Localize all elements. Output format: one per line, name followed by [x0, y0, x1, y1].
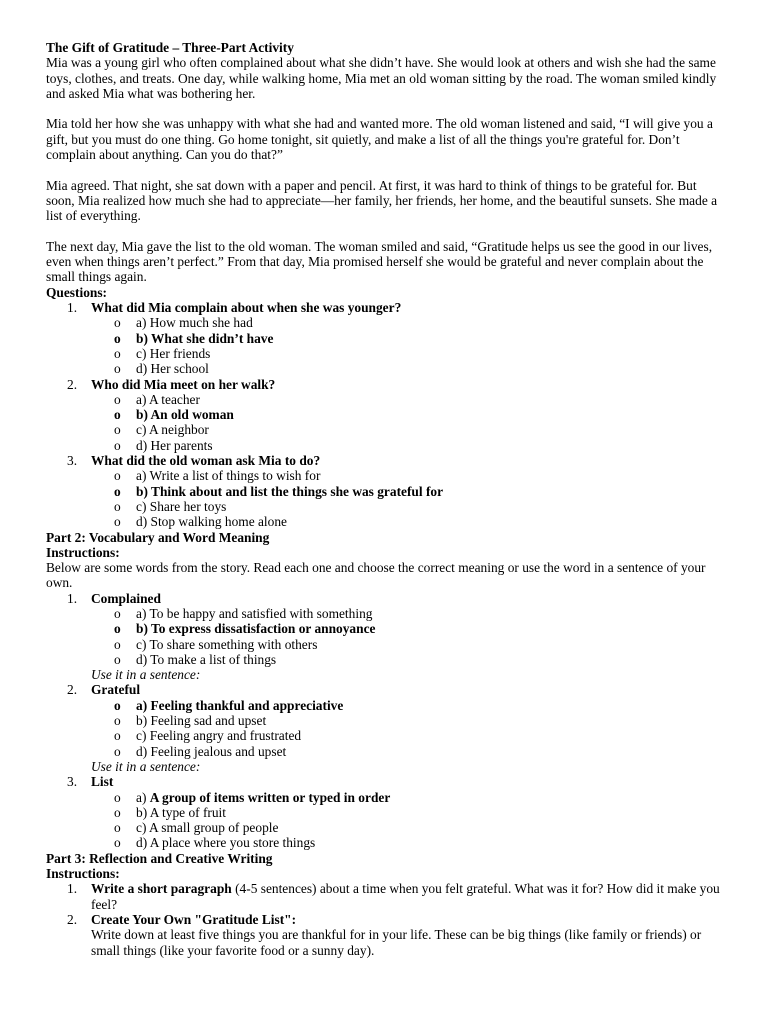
option-item	[91, 835, 724, 850]
option-item	[91, 422, 724, 437]
option-item	[91, 820, 724, 835]
option-item	[91, 468, 724, 483]
vocabulary-item	[46, 774, 724, 850]
bullet-icon: o	[114, 345, 121, 361]
option-text: c) To share something with others	[136, 636, 318, 652]
option-text-correct	[136, 790, 390, 805]
questions-heading: Questions:	[46, 284, 108, 300]
vocabulary-word: List	[91, 774, 114, 790]
bullet-icon: o	[114, 391, 121, 407]
bullet-icon: o	[114, 514, 121, 530]
option-letter: a)	[136, 789, 150, 805]
story	[46, 55, 724, 284]
question-number: 2.	[67, 376, 78, 392]
option-text: a) Write a list of things to wish for	[136, 468, 321, 484]
option-item	[91, 438, 724, 453]
option-definition: A group of items written or typed in order	[149, 789, 391, 805]
option-text-correct: b) What she didn’t have	[136, 330, 274, 346]
bullet-icon: o	[114, 437, 121, 453]
option-item-correct	[91, 407, 724, 422]
vocabulary-number: 2.	[67, 682, 78, 698]
option-item	[91, 805, 724, 820]
story-paragraph: Mia agreed. That night, she sat down with a paper and pencil. At first, it was hard to think of things to be grateful for. But soon, Mia realized how much she had to appreciate—her family, her friends, her home, and the beautiful sunsets. She made a list of everything.	[46, 177, 718, 224]
options-list	[91, 468, 724, 529]
question-item	[46, 300, 724, 376]
bullet-icon: o	[114, 636, 121, 652]
vocabulary-word: Complained	[91, 590, 161, 606]
bullet-icon: o	[114, 361, 121, 377]
option-text: c) A small group of people	[136, 820, 279, 836]
question-number: 3.	[67, 453, 78, 469]
option-item	[91, 728, 724, 743]
option-text-correct: a) Feeling thankful and appreciative	[136, 697, 344, 713]
option-text-correct: b) Think about and list the things she was grateful for	[136, 483, 444, 499]
option-text: c) Share her toys	[136, 498, 227, 514]
writing-task	[46, 912, 724, 958]
option-text: b) A type of fruit	[136, 804, 226, 820]
question-text: What did the old woman ask Mia to do?	[91, 453, 321, 469]
bullet-icon: o	[114, 713, 121, 729]
vocabulary-item	[46, 591, 724, 683]
option-text: a) How much she had	[136, 315, 253, 331]
option-text: d) Stop walking home alone	[136, 514, 287, 530]
bullet-icon: o	[114, 330, 121, 346]
document-title: The Gift of Gratitude – Three-Part Activity	[46, 40, 294, 55]
bullet-icon: o	[114, 498, 121, 514]
task-text: Write down at least five things you are thankful for in your life. These can be big things (like family or friends) or small things (like your favorite food or a sunny day).	[91, 927, 702, 958]
bullet-icon: o	[114, 697, 121, 713]
part2-instructions: Below are some words from the story. Read each one and choose the correct meaning or use the word in a sentence of your own.	[46, 560, 706, 591]
option-item	[91, 652, 724, 667]
option-item-correct	[91, 790, 724, 805]
vocabulary-number: 3.	[67, 774, 78, 790]
question-text: What did Mia complain about when she was younger?	[91, 300, 402, 316]
part2-instructions-label: Instructions:	[46, 544, 120, 560]
option-item	[91, 713, 724, 728]
options-list	[91, 790, 724, 851]
vocabulary-item	[46, 682, 724, 774]
writing-tasks-list	[46, 881, 724, 957]
bullet-icon: o	[114, 483, 121, 499]
vocabulary-number: 1.	[67, 590, 78, 606]
option-item-correct	[91, 621, 724, 636]
option-item	[91, 346, 724, 361]
story-paragraph: The next day, Mia gave the list to the old woman. The woman smiled and said, “Gratitude helps us see the good in our lives, even when things aren’t perfect.” From that day, Mia promised herself she would be grateful and never complain about the small things again.	[46, 238, 713, 285]
option-item	[91, 514, 724, 529]
part2-heading: Part 2: Vocabulary and Word Meaning	[46, 529, 270, 545]
option-item	[91, 606, 724, 621]
vocabulary-word: Grateful	[91, 682, 141, 698]
bullet-icon: o	[114, 651, 121, 667]
task-number: 1.	[67, 881, 78, 897]
bullet-icon: o	[114, 820, 121, 836]
option-text: c) Her friends	[136, 345, 211, 361]
option-text: d) To make a list of things	[136, 651, 277, 667]
bullet-icon: o	[114, 789, 121, 805]
story-paragraph: Mia was a young girl who often complained about what she didn’t have. She would look at others and wish she had the same toys, clothes, and treats. One day, while walking home, Mia met an old woman sitting by the road. The woman smiled kindly and asked Mia what was bothering her.	[46, 55, 717, 101]
task-number: 2.	[67, 911, 78, 927]
bullet-icon: o	[114, 468, 121, 484]
bullet-icon: o	[114, 804, 121, 820]
bullet-icon: o	[114, 315, 121, 331]
options-list	[91, 315, 724, 376]
option-text: d) A place where you store things	[136, 835, 316, 851]
option-item	[91, 637, 724, 652]
part3-instructions-label: Instructions:	[46, 866, 120, 882]
option-text: c) A neighbor	[136, 422, 209, 438]
questions-list	[46, 300, 724, 529]
option-text-correct: b) An old woman	[136, 407, 234, 423]
story-paragraph: Mia told her how she was unhappy with what she had and wanted more. The old woman listened and said, “I will give you a gift, but you must do one thing. Go home tonight, sit quietly, and make a list of all the things you're grateful for. Don’t complain about anything. Can you do that?”	[46, 116, 713, 163]
bullet-icon: o	[114, 621, 121, 637]
writing-task	[46, 881, 724, 912]
task-title: Write a short paragraph	[91, 881, 232, 897]
option-text: a) A teacher	[136, 391, 200, 407]
option-item	[91, 499, 724, 514]
option-text: d) Her school	[136, 361, 209, 377]
option-item-correct	[91, 698, 724, 713]
options-list	[91, 606, 724, 667]
options-list	[91, 698, 724, 759]
option-item-correct	[91, 331, 724, 346]
question-number: 1.	[67, 300, 78, 316]
question-text: Who did Mia meet on her walk?	[91, 376, 276, 392]
option-text: d) Her parents	[136, 437, 213, 453]
option-item	[91, 315, 724, 330]
vocabulary-list	[46, 591, 724, 851]
bullet-icon: o	[114, 407, 121, 423]
task-text: (4-5 sentences) about a time when you felt grateful. What was it for? How did it make you feel?	[91, 881, 720, 912]
bullet-icon: o	[114, 743, 121, 759]
bullet-icon: o	[114, 728, 121, 744]
option-item-correct	[91, 484, 724, 499]
question-item	[46, 377, 724, 453]
bullet-icon: o	[114, 605, 121, 621]
option-text: b) Feeling sad and upset	[136, 713, 267, 729]
bullet-icon: o	[114, 835, 121, 851]
use-in-sentence-label: Use it in a sentence:	[91, 758, 201, 774]
use-in-sentence-label: Use it in a sentence:	[91, 667, 201, 683]
question-item	[46, 453, 724, 529]
task-title: Create Your Own "Gratitude List":	[91, 911, 297, 927]
options-list	[91, 392, 724, 453]
option-text: c) Feeling angry and frustrated	[136, 728, 302, 744]
option-text: a) To be happy and satisfied with something	[136, 605, 373, 621]
option-item	[91, 744, 724, 759]
option-text-correct: b) To express dissatisfaction or annoyance	[136, 621, 376, 637]
part3-heading: Part 3: Reflection and Creative Writing	[46, 850, 273, 866]
option-text: d) Feeling jealous and upset	[136, 743, 287, 759]
option-item	[91, 361, 724, 376]
option-item	[91, 392, 724, 407]
bullet-icon: o	[114, 422, 121, 438]
